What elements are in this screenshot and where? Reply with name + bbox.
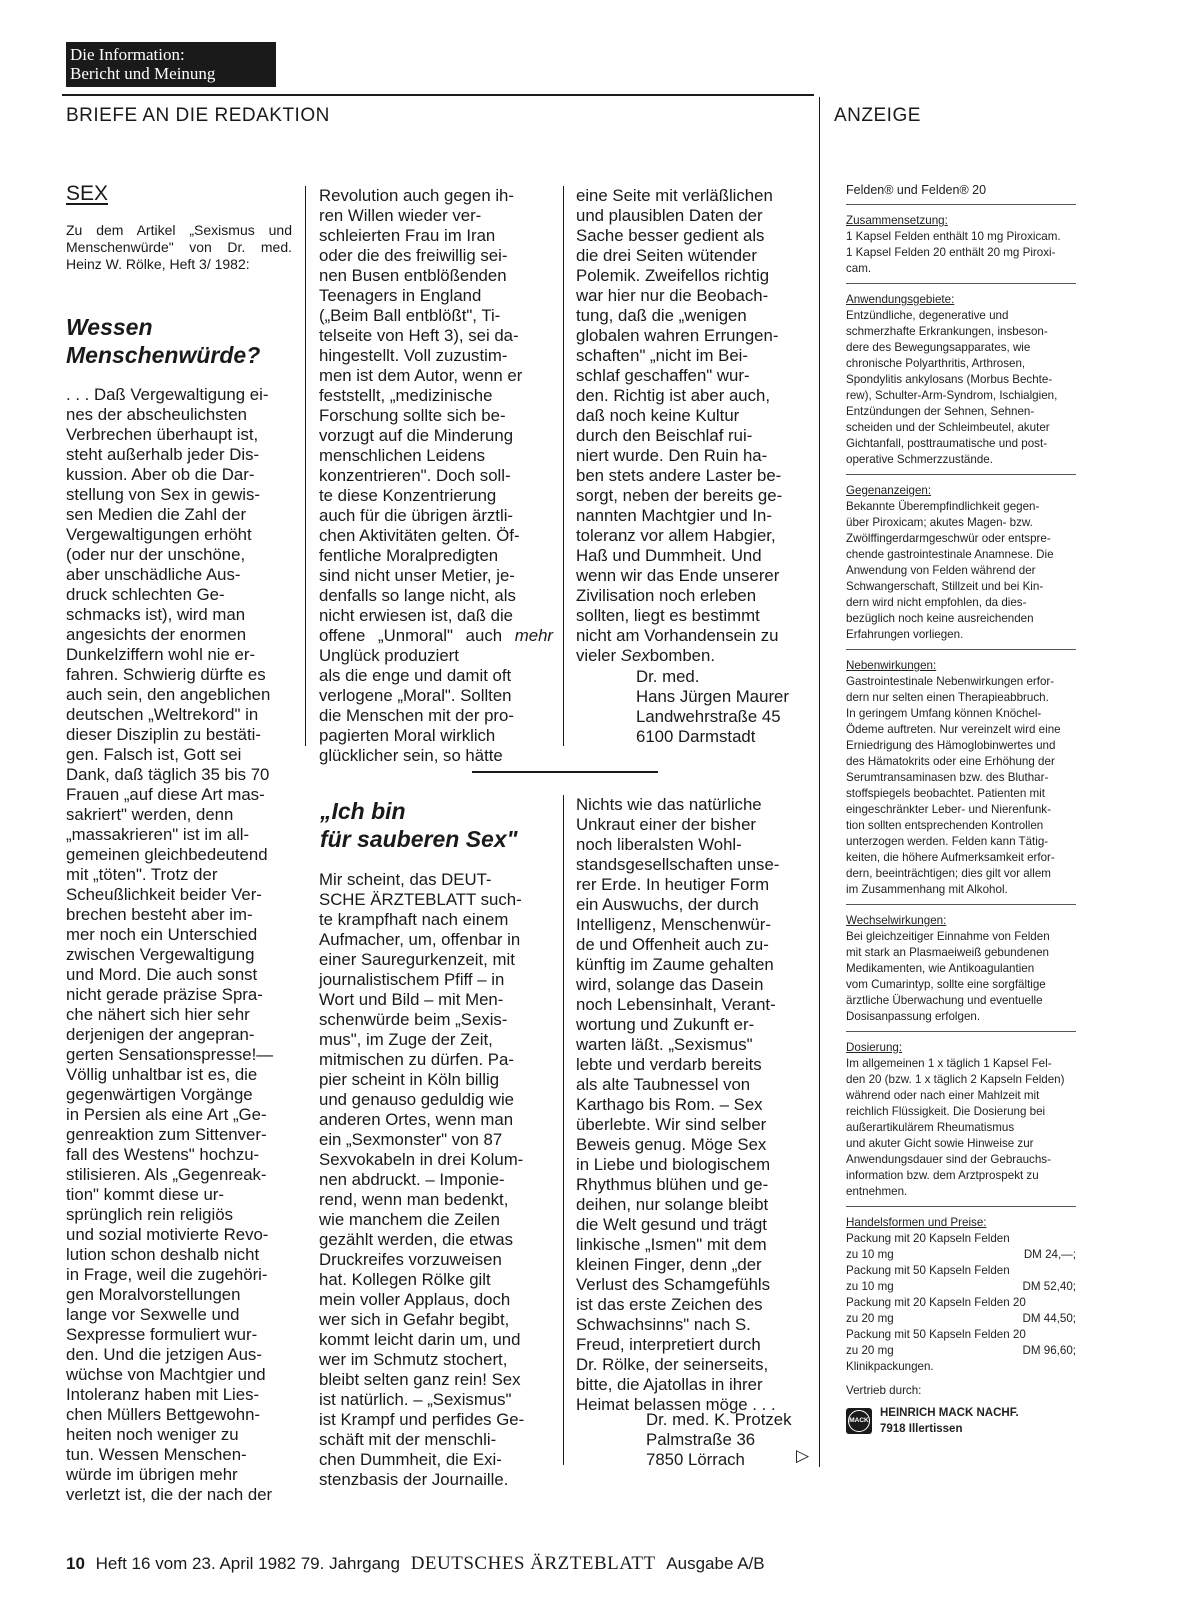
ad-company-city: 7918 Illertissen xyxy=(880,1423,963,1435)
page-footer xyxy=(66,1553,765,1575)
section-tag-line2: Bericht und Meinung xyxy=(70,64,216,83)
letter1-column2-text-end: Unglück produziert als die enge und damit oft verlogene „Moral". Sollten die Menschen mit der pro- pagierten Moral wirklich glücklicher sein, so hätte xyxy=(319,646,514,765)
letter1-column3 xyxy=(576,186,810,666)
page-number: 10 xyxy=(66,1554,85,1573)
continue-arrow-icon: ▷ xyxy=(796,1446,810,1465)
ad-distribution-label: Vertrieb durch: xyxy=(846,1384,922,1397)
price-value: DM 44,50; xyxy=(1022,1312,1076,1325)
price-value: DM 96,60; xyxy=(1022,1344,1076,1357)
letter2-headline: „Ich bin für sauberen Sex" xyxy=(320,798,518,852)
topic-heading: SEX xyxy=(66,182,109,205)
price-dose: zu 10 mg xyxy=(846,1248,894,1261)
price-item xyxy=(846,1263,1076,1295)
ad-indications-text: Entzündliche, degenerative und schmerzhafte Erkrankungen, insbeson- dere des Bewegungsapparates, wie chronische Polyarthritis, Arthrosen, Spondylitis ankylosans (Morbus Bechte- rew), Schulter-Arm-Syndrom, Ischialgien, Entzündungen der Sehnen, Sehnen- scheiden und der Schleimbeutel, akuter Gichtanfall, posttraumatische und post- operative Schmerzzustände. xyxy=(846,309,1058,466)
felden-advertisement xyxy=(846,182,1076,1437)
letter1-column2-text: Revolution auch gegen ih- ren Willen wieder ver- schleierten Frau im Iran oder die des freiwillig sei- nen Busen entblößenden Teenagers in England („Beim Ball entblößt", Ti- telseite von Heft 3), sei da- hingestellt. Voll zuzustim- men ist dem Autor, wenn er feststellt, „medizinische Forschung sollte sich be- vorzugt auf die Minderung menschlichen Leidens konzentrieren". Doch soll- te diese Konzentrierung auch für die übrigen ärztli- chen Aktivitäten gelten. Öf- fentliche Moralpredigten sind nicht unser Metier, je- denfalls so lange nicht, als nicht erwiesen ist, daß die offene „Unmoral" auch xyxy=(319,186,523,645)
letter1-signature: Dr. med. Hans Jürgen Maurer Landwehrstraße 45 6100 Darmstadt xyxy=(636,667,789,746)
letter2-column3: Nichts wie das natürliche Unkraut einer der bisher noch liberalsten Wohl- standsgesellschaften unse- rer Erde. In heutiger Form ein Auswuchs, der durch Intelligenz, Menschenwür- de und Offenheit auch zu- künftig im Zaume gehalten wird, solange das Dasein noch Lebensinhalt, Verant- wortung und Zukunft er- warten läßt. „Sexismus" lebte und verdarb bereits als alte Taubnessel von Karthago bis Rom. – Sex überlebte. Wir sind selber Beweis genug. Möge Sex in Liebe und biologischem Rhythmus blühen und ge- deihen, nur solange bleibt die Welt gesund und trägt linkische „Ismen" mit dem kleinen Finger, denn „der Verlust des Schamgefühls ist das erste Zeichen des Schwachsinns" nach S. Freud, interpretiert durch Dr. Rölke, der seinerseits, bitte, die Ajatollas in ihrer Heimat belassen möge . . . xyxy=(576,795,780,1414)
letter1-headline: Wessen Menschenwürde? xyxy=(66,314,261,368)
ad-side-effects-text: Gastrointestinale Nebenwirkungen erfor- dern nur selten einen Therapieabbruch. In geringem Umfang können Knöchel- Ödeme auftreten. Nur vereinzelt wird eine Erniedrigung des Hämoglobinwertes und des Hämatokrits oder eine Erhöhung der Serumtransaminasen bzw. des Bluthar- stoffspiegels beobachtet. Patienten mit eingeschränkter Leber- und Nierenfunk- tion sollten entsprechenden Kontrollen unterzogen werden. Felden kann Tätig- keiten, die höhere Aufmerksamkeit erfor- dern, beeinträchtigen; dies gilt vor allem im Zusammenhang mit Alkohol. xyxy=(846,675,1061,896)
letter-intro: Zu dem Artikel „Sexismus und Menschenwürde" von Dr. med. Heinz W. Rölke, Heft 3/ 1982: xyxy=(66,222,292,272)
top-rule xyxy=(62,94,814,96)
ad-composition-text: 1 Kapsel Felden enthält 10 mg Piroxicam. 1 Kapsel Felden 20 enthält 20 mg Piroxi- cam. xyxy=(846,230,1061,275)
letter2-signature: Dr. med. K. Protzek Palmstraße 36 7850 Lörrach xyxy=(646,1410,792,1469)
section-title: BRIEFE AN DIE REDAKTION xyxy=(66,105,330,126)
letter1-column1: . . . Daß Vergewaltigung ei- nes der abscheulichsten Verbrechen überhaupt ist, steht außerhalb jeder Dis- kussion. Aber ob die Dar- stellung von Sex in gewis- sen Medien die Zahl der Vergewaltigungen erhöht (oder nur der unschöne, aber unschädliche Aus- druck schlechten Ge- schmacks ist), wird man angesichts der enormen Dunkelziffern wohl nie er- fahren. Schwierig dürfte es auch sein, den angeblichen deutschen „Weltrekord" in dieser Disziplin zu bestäti- gen. Falsch ist, Gott sei Dank, daß täglich 35 bis 70 Frauen „auf diese Art mas- sakriert" werden, denn „massakrieren" ist im all- gemeinen gleichbedeutend mit „töten". Trotz der Scheußlichkeit beider Ver- brechen besteht aber im- mer noch ein Unterschied zwischen Vergewaltigung und Mord. Die auch sonst nicht gerade präzise Spra- che nähert sich hier sehr derjenigen der angepran- gerten Sensationspresse!— Völlig unhaltbar ist es, die gegenwärtigen Vorgänge in Persien als eine Art „Ge- genreaktion zum Sittenver- fall des Westens" hochzu- stilisieren. Als „Gegenreak- tion" kommt diese ur- sprünglich rein religiös und sozial motivierte Revo- lution schon deshalb nicht in Frage, weil die zugehöri- gen Moralvorstellungen lange vor Sexwelle und Sexpresse formuliert wur- den. Und die jetzigen Aus- wüchse von Machtgier und Intoleranz haben mit Lies- chen Müllers Bettgewohn- heiten noch weniger zu tun. Wessen Menschen- würde im übrigen mehr verletzt ist, die der nach der xyxy=(66,385,274,1504)
letter2-column2: Mir scheint, das DEUT- SCHE ÄRZTEBLATT such- te krampfhaft nach einem Aufmacher, um, offenbar in einer Sauregurkenzeit, mit journalistischem Pfiff – in Wort und Bild – mit Men- schenwürde beim „Sexis- mus", im Zuge der Zeit, mitmischen zu dürfen. Pa- pier scheint in Köln billig und genauso geduldig wie anderen Ortes, wenn man ein „Sexmonster" von 87 Sexvokabeln in drei Kolum- nen abdruckt. – Imponie- rend, wenn man bedenkt, wie manchem die Zeilen gezählt werden, die etwas Druckreifes vorzuweisen hat. Kollegen Rölke gilt mein voller Applaus, doch wer sich in Gefahr begibt, kommt leicht darin um, und wer im Schmutz stochert, bleibt selten ganz rein! Sex ist natürlich. – „Sexismus" ist Krampf und perfides Ge- schäft mit der menschli- chen Dummheit, die Exi- stenzbasis der Journaille. xyxy=(319,870,525,1489)
ad-dosage-text: Im allgemeinen 1 x täglich 1 Kapsel Fel- den 20 (bzw. 1 x täglich 2 Kapseln Felden) während oder nach einer Mahlzeit mit reichlich Flüssigkeit. Die Dosierung bei außerartikulärem Rheumatismus und akuter Gicht sowie Hinweise zur Anwendungsdauer sind der Gebrauchs- information bzw. dem Arztprospekt zu entnehmen. xyxy=(846,1057,1065,1198)
issue-info: Heft 16 vom 23. April 1982 79. Jahrgang xyxy=(95,1554,400,1573)
price-value: DM 24,—; xyxy=(1023,1248,1076,1261)
ad-divider xyxy=(846,649,1076,650)
letter-separator xyxy=(472,771,658,773)
letter1-column3-text-end: bomben. xyxy=(649,646,715,665)
ad-company-block xyxy=(846,1405,1076,1437)
ad-divider xyxy=(846,283,1076,284)
ad-composition-heading: Zusammensetzung: xyxy=(846,214,948,227)
mack-logo-text: MACK xyxy=(848,1410,870,1432)
section-tag xyxy=(66,42,276,87)
ad-product-title: Felden® und Felden® 20 xyxy=(846,183,987,197)
letter1-column2 xyxy=(319,186,553,766)
ad-label: ANZEIGE xyxy=(834,105,921,126)
ad-clinic-packs: Klinikpackungen. xyxy=(846,1360,934,1373)
ad-divider xyxy=(846,1206,1076,1207)
price-desc: Packung mit 50 Kapseln Felden xyxy=(846,1264,1010,1277)
ad-price-list xyxy=(846,1231,1076,1359)
price-desc: Packung mit 20 Kapseln Felden 20 xyxy=(846,1296,1026,1309)
section-tag-line1: Die Information: xyxy=(70,45,185,64)
ad-contraindications-heading: Gegenanzeigen: xyxy=(846,484,932,497)
price-value: DM 52,40; xyxy=(1022,1280,1076,1293)
price-dose: zu 20 mg xyxy=(846,1312,894,1325)
column-divider xyxy=(305,186,306,746)
letter1-column3-emphasis: Sex xyxy=(620,646,650,665)
edition-label: Ausgabe A/B xyxy=(666,1554,765,1573)
column-divider xyxy=(563,795,564,1465)
ad-divider xyxy=(846,1031,1076,1032)
ad-interactions-heading: Wechselwirkungen: xyxy=(846,914,947,927)
ad-divider xyxy=(846,204,1076,205)
price-item xyxy=(846,1295,1076,1327)
ad-side-effects-heading: Nebenwirkungen: xyxy=(846,659,937,672)
mack-logo xyxy=(846,1408,872,1434)
column-divider xyxy=(563,186,564,746)
ad-interactions-text: Bei gleichzeitiger Einnahme von Felden mit stark an Plasmaeiweiß gebundenen Medikamenten, wie Antikoagulantien vom Cumarintyp, sollte eine sorgfältige ärztliche Überwachung und eventuelle Dosisanpassung erfolgen. xyxy=(846,930,1050,1023)
ad-prices-heading: Handelsformen und Preise: xyxy=(846,1216,987,1229)
ad-company-name: HEINRICH MACK NACHF. xyxy=(880,1407,1019,1419)
price-desc: Packung mit 50 Kapseln Felden 20 xyxy=(846,1328,1026,1341)
price-desc: Packung mit 20 Kapseln Felden xyxy=(846,1232,1010,1245)
ad-indications-heading: Anwendungsgebiete: xyxy=(846,293,955,306)
column-divider-ad xyxy=(819,97,820,1467)
price-dose: zu 10 mg xyxy=(846,1280,894,1293)
ad-dosage-heading: Dosierung: xyxy=(846,1041,903,1054)
price-item xyxy=(846,1327,1076,1359)
price-dose: zu 20 mg xyxy=(846,1344,894,1357)
ad-divider xyxy=(846,474,1076,475)
ad-contraindications-text: Bekannte Überempfindlichkeit gegen- über Piroxicam; akutes Magen- bzw. Zwölffingerdarmgeschwür oder entspre- chende gastrointestinale Anamnese. Die Anwendung von Felden während der Schwangerschaft, Stillzeit und bei Kin- dern wird nicht empfohlen, da dies- bezüglich noch keine ausreichenden Erfahrungen vorliegen. xyxy=(846,500,1054,641)
price-item xyxy=(846,1231,1076,1263)
letter1-column2-emphasis: mehr xyxy=(514,626,553,645)
ad-divider xyxy=(846,904,1076,905)
journal-name: DEUTSCHES ÄRZTEBLATT xyxy=(410,1553,656,1574)
letter1-column3-text: eine Seite mit verläßlichen und plausiblen Daten der Sache besser gedient als die drei Seiten wütender Polemik. Zweifellos richtig war hier nur die Beobach- tung, daß die „wenigen globalen wahren Errungen- schaften" „nicht im Bei- schlaf geschaffen" wur- den. Richtig ist aber auch, daß noch keine Kultur durch den Beischlaf rui- niert wurde. Den Ruin ha- ben stets andere Laster be- sorgt, neben der bereits ge- nannten Machtgier und In- toleranz vor allem Habgier, Haß und Dummheit. Und wenn wir das Ende unserer Zivilisation noch erleben sollten, liegt es bestimmt nicht am Vorhandensein zu vieler xyxy=(576,186,783,665)
